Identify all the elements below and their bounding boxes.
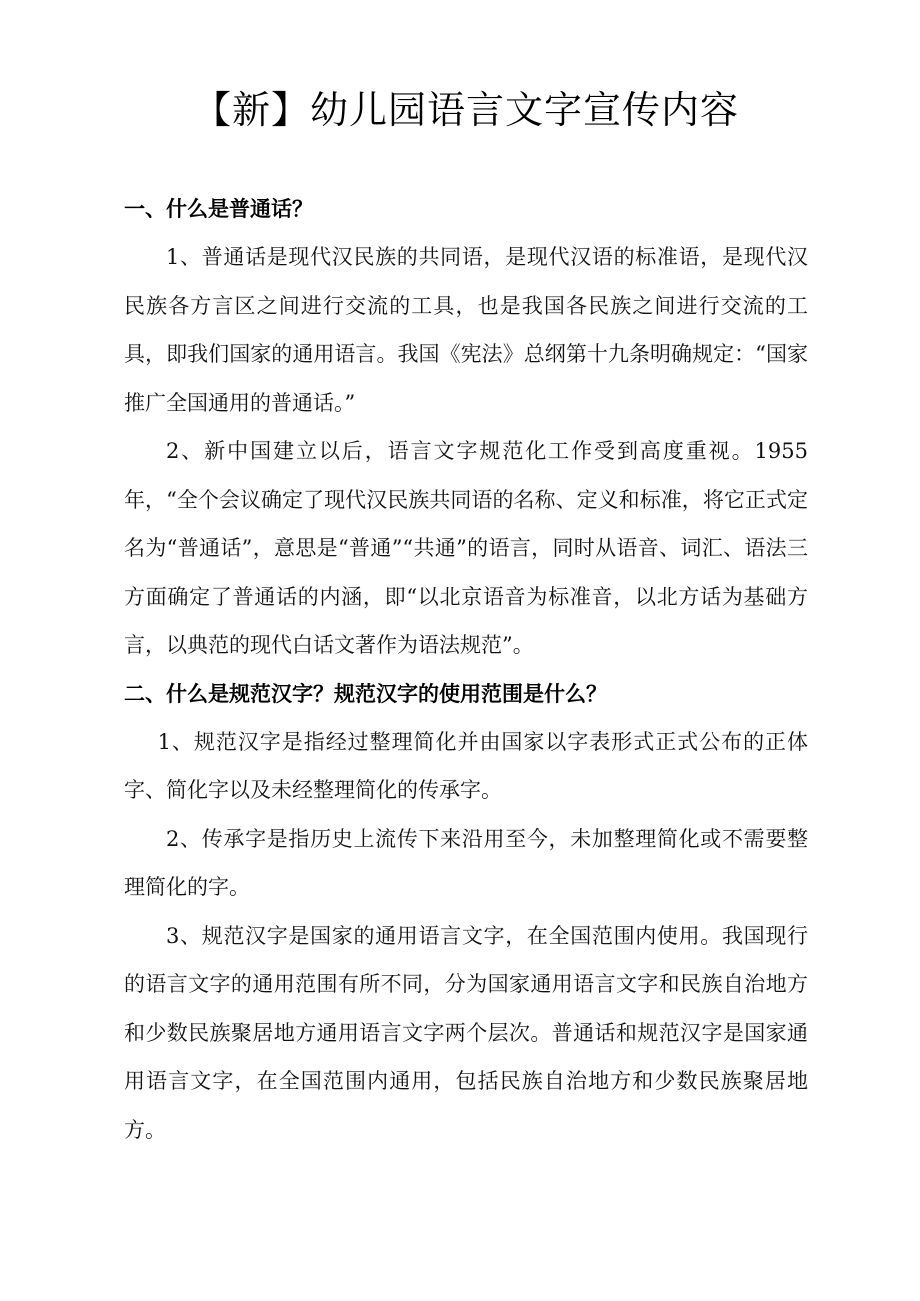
document-title: 【新】幼儿园语言文字宣传内容 bbox=[192, 88, 739, 132]
section-heading: 一、什么是普通话？ bbox=[124, 197, 313, 221]
paragraph: 1、普通话是现代汉民族的共同语，是现代汉语的标准语，是现代汉民族各方言区之间进行交流的工具，也是我国各民族之间进行交流的工具，即我们国家的通用语言。我国《宪法》总纲第十九条明确规定：“国家推广全国通用的普通话。” bbox=[124, 245, 808, 415]
paragraph: 3、规范汉字是国家的通用语言文字，在全国范围内使用。我国现行的语言文字的通用范围有所不同，分为国家通用语言文字和民族自治地方和少数民族聚居地方通用语言文字两个层次。普通话和规范汉字是国家通用语言文字，在全国范围内通用，包括民族自治地方和少数民族聚居地方。 bbox=[124, 923, 808, 1142]
section-standard-characters bbox=[124, 670, 808, 1155]
paragraph: 2、新中国建立以后，语言文字规范化工作受到高度重视。1955年，“全个会议确定了现代汉民族共同语的名称、定义和标准，将它正式定名为“普通话”，意思是“普通”“共通”的语言，同时从语音、词汇、语法三方面确定了普通话的内涵，即“以北京语音为标准音，以北方话为基础方言，以典范的现代白话文著作为语法规范”。 bbox=[124, 439, 808, 657]
paragraph: 2、传承字是指历史上流传下来沿用至今，未加整理简化或不需要整理简化的字。 bbox=[124, 826, 808, 899]
section-putonghua bbox=[124, 185, 808, 670]
paragraph: 1、规范汉字是指经过整理简化并由国家以字表形式正式公布的正体字、简化字以及未经整理简化的传承字。 bbox=[124, 729, 808, 802]
section-heading: 二、什么是规范汉字？规范汉字的使用范围是什么？ bbox=[124, 681, 607, 706]
